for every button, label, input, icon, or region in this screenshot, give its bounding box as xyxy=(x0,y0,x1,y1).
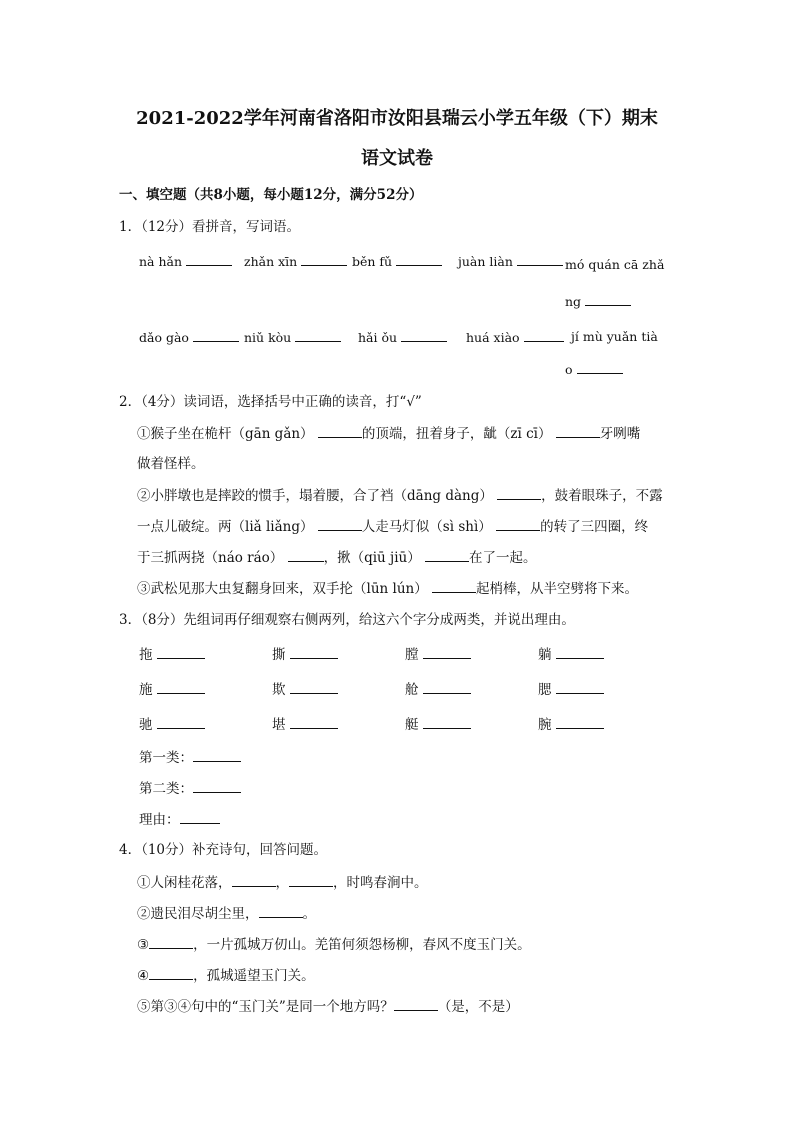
answer-blank[interactable] xyxy=(423,681,471,694)
poem-1: ①人闲桂花落， ， ，时鸣春涧中。 xyxy=(137,875,428,891)
answer-blank[interactable] xyxy=(318,518,362,531)
answer-blank[interactable] xyxy=(556,716,604,729)
pinyin-7: niǔ kòu xyxy=(244,329,341,346)
poem-4: ④ ，孤城遥望玉门关。 xyxy=(137,968,315,984)
answer-blank[interactable] xyxy=(318,425,362,438)
answer-blank[interactable] xyxy=(432,580,476,593)
answer-blank[interactable] xyxy=(496,518,540,531)
char-item: 腕 xyxy=(538,716,604,733)
char-item: 堪 xyxy=(272,716,338,733)
answer-blank[interactable] xyxy=(290,681,338,694)
page-title: 2021-2022学年河南省洛阳市汝阳县瑞云小学五年级（下）期末 xyxy=(136,108,658,129)
char-item: 膛 xyxy=(405,646,471,663)
pinyin-3: běn fǔ xyxy=(352,253,442,270)
answer-blank[interactable] xyxy=(556,681,604,694)
poem-5: ⑤第③④句中的“玉门关”是同一个地方吗？ （是，不是） xyxy=(137,999,519,1015)
class-2: 第二类： xyxy=(139,780,241,797)
answer-blank[interactable] xyxy=(186,253,232,266)
answer-blank[interactable] xyxy=(157,716,205,729)
answer-blank[interactable] xyxy=(425,549,469,562)
q2-sentence-3: ③武松见那大虫复翻身回来，双手抡（lūn lún） 起梢棒，从半空劈将下来。 xyxy=(137,581,639,597)
answer-blank[interactable] xyxy=(524,329,564,342)
answer-blank[interactable] xyxy=(517,253,563,266)
answer-blank[interactable] xyxy=(290,646,338,659)
answer-blank[interactable] xyxy=(157,681,205,694)
answer-blank[interactable] xyxy=(232,874,276,887)
answer-blank[interactable] xyxy=(193,329,239,342)
q2-sentence-2-end: 于三抓两挠（náo ráo） ，揪（qiū jiū） 在了一起。 xyxy=(137,550,537,566)
q2-sentence-1-cont: 做着怪样。 xyxy=(137,456,205,472)
answer-blank[interactable] xyxy=(396,253,442,266)
pinyin-4: juàn liàn xyxy=(458,253,563,270)
char-item: 欺 xyxy=(272,681,338,698)
char-item: 拖 xyxy=(139,646,205,663)
answer-blank[interactable] xyxy=(288,549,324,562)
answer-blank[interactable] xyxy=(149,936,193,949)
pinyin-8: hǎi ǒu xyxy=(358,329,447,346)
char-item: 躺 xyxy=(538,646,604,663)
pinyin-5: mó quán cā zhǎ xyxy=(565,257,665,272)
page-title-line2: 语文试卷 xyxy=(361,148,433,169)
pinyin-5-cont: ng xyxy=(565,293,631,310)
pinyin-10-cont: o xyxy=(565,361,623,378)
pinyin-9: huá xiào xyxy=(466,329,564,346)
answer-blank[interactable] xyxy=(157,646,205,659)
answer-blank[interactable] xyxy=(497,487,541,500)
q2-sentence-2: ②小胖墩也是摔跤的惯手，塌着腰，合了裆（dāng dàng） ，鼓着眼珠子，不露 xyxy=(137,488,663,504)
answer-blank[interactable] xyxy=(394,998,438,1011)
q3-stem: 3．（8分）先组词再仔细观察右侧两列，给这六个字分成两类，并说出理由。 xyxy=(119,612,575,628)
answer-blank[interactable] xyxy=(577,361,623,374)
q2-sentence-1: ①猴子坐在桅杆（gān gǎn） 的顶端，扭着身子，龇（zī cī） 牙咧嘴 xyxy=(137,426,641,442)
char-item: 舱 xyxy=(405,681,471,698)
q1-stem: 1．（12分）看拼音，写词语。 xyxy=(119,219,301,235)
pinyin-2: zhǎn xīn xyxy=(244,253,347,270)
q4-stem: 4．（10分）补充诗句，回答问题。 xyxy=(119,842,328,858)
reason: 理由： xyxy=(139,811,220,828)
answer-blank[interactable] xyxy=(423,646,471,659)
answer-blank[interactable] xyxy=(295,329,341,342)
char-item: 施 xyxy=(139,681,205,698)
answer-blank[interactable] xyxy=(259,905,303,918)
answer-blank[interactable] xyxy=(290,716,338,729)
answer-blank[interactable] xyxy=(585,293,631,306)
answer-blank[interactable] xyxy=(193,780,241,793)
answer-blank[interactable] xyxy=(301,253,347,266)
q2-stem: 2．（4分）读词语，选择括号中正确的读音，打“√” xyxy=(119,394,422,410)
poem-2: ②遗民泪尽胡尘里， 。 xyxy=(137,906,316,922)
answer-blank[interactable] xyxy=(423,716,471,729)
answer-blank[interactable] xyxy=(180,811,220,824)
answer-blank[interactable] xyxy=(556,425,600,438)
answer-blank[interactable] xyxy=(193,749,241,762)
poem-3: ③ ，一片孤城万仞山。羌笛何须怨杨柳，春风不度玉门关。 xyxy=(137,937,531,953)
pinyin-6: dǎo gào xyxy=(139,329,239,346)
section-heading: 一、填空题（共8小题，每小题12分，满分52分） xyxy=(119,187,423,203)
answer-blank[interactable] xyxy=(556,646,604,659)
char-item: 驰 xyxy=(139,716,205,733)
char-item: 撕 xyxy=(272,646,338,663)
char-item: 腮 xyxy=(538,681,604,698)
answer-blank[interactable] xyxy=(401,329,447,342)
answer-blank[interactable] xyxy=(289,874,333,887)
char-item: 艇 xyxy=(405,716,471,733)
q2-sentence-2-cont: 一点儿破绽。两（liǎ liǎng） 人走马灯似（sì shì） 的转了三四圈，终 xyxy=(137,519,649,535)
class-1: 第一类： xyxy=(139,749,241,766)
answer-blank[interactable] xyxy=(149,967,193,980)
pinyin-10: jí mù yuǎn tià xyxy=(571,329,658,344)
pinyin-1: nà hǎn xyxy=(139,253,232,270)
